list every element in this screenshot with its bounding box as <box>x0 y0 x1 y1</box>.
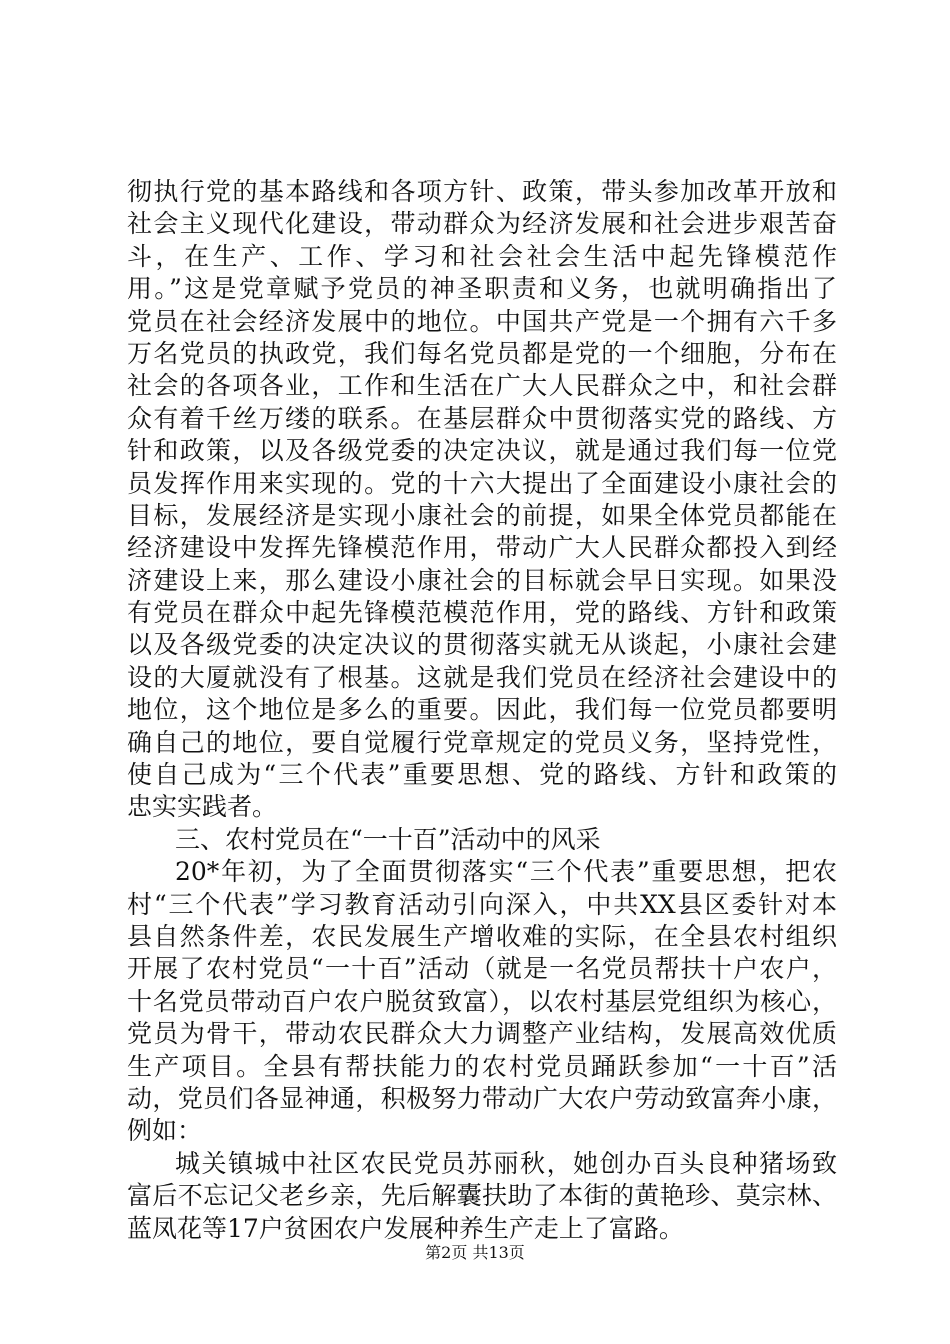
text-line: 地位，这个地位是多么的重要。因此，我们每一位党员都要明 <box>127 695 837 725</box>
document-body <box>127 176 837 1245</box>
text-line: 党员在社会经济发展中的地位。中国共产党是一个拥有六千多 <box>127 306 837 336</box>
text-line: 万名党员的执政党，我们每名党员都是党的一个细胞，分布在 <box>127 338 837 368</box>
text-line: 众有着千丝万缕的联系。在基层群众中贯彻落实党的路线、方 <box>127 403 837 433</box>
text-line: 确自己的地位，要自觉履行党章规定的党员义务，坚持党性， <box>127 727 837 757</box>
text-line: 例如： <box>127 1116 203 1146</box>
text-line: 设的大厦就没有了根基。这就是我们党员在经济社会建设中的 <box>127 662 837 692</box>
text-line: 党员为骨干，带动农民群众大力调整产业结构，发展高效优质 <box>127 1019 837 1049</box>
text-line: 针和政策，以及各级党委的决定决议，就是通过我们每一位党 <box>127 436 837 466</box>
text-line: 村“三个代表”学习教育活动引向深入，中共XX县区委针对本 <box>127 889 837 919</box>
text-line: 三、农村党员在“一十百”活动中的风采 <box>175 824 601 854</box>
text-line: 济建设上来，那么建设小康社会的目标就会早日实现。如果没 <box>127 565 837 595</box>
text-line: 目标，发展经济是实现小康社会的前提，如果全体党员都能在 <box>127 500 837 530</box>
text-line: 员发挥作用来实现的。党的十六大提出了全面建设小康社会的 <box>127 468 837 498</box>
text-line: 使自己成为“三个代表”重要思想、党的路线、方针和政策的 <box>127 760 837 790</box>
text-line: 社会主义现代化建设，带动群众为经济发展和社会进步艰苦奋 <box>127 209 837 239</box>
text-line: 用。”这是党章赋予党员的神圣职责和义务，也就明确指出了 <box>127 274 837 304</box>
text-line: 社会的各项各业，工作和生活在广大人民群众之中，和社会群 <box>127 371 837 401</box>
text-line: 生产项目。全县有帮扶能力的农村党员踊跃参加“一十百”活 <box>127 1051 837 1081</box>
text-line: 斗，在生产、工作、学习和社会社会生活中起先锋模范作 <box>127 241 837 271</box>
text-line: 城关镇城中社区农民党员苏丽秋，她创办百头良种猪场致 <box>175 1148 837 1178</box>
text-line: 忠实实践者。 <box>127 792 278 822</box>
text-line: 20*年初，为了全面贯彻落实“三个代表”重要思想，把农 <box>175 857 837 887</box>
text-line: 县自然条件差，农民发展生产增收难的实际，在全县农村组织 <box>127 921 837 951</box>
text-line: 富后不忘记父老乡亲，先后解囊扶助了本街的黄艳珍、莫宗林、 <box>127 1181 837 1211</box>
text-line: 彻执行党的基本路线和各项方针、政策，带头参加改革开放和 <box>127 177 837 206</box>
page-footer: 第2页 共13页 <box>425 1243 525 1262</box>
text-line: 蓝凤花等17户贫困农户发展种养生产走上了富路。 <box>127 1213 684 1243</box>
text-line: 十名党员带动百户农户脱贫致富），以农村基层党组织为核心， <box>127 986 837 1016</box>
text-line: 有党员在群众中起先锋模范模范作用，党的路线、方针和政策 <box>127 598 837 628</box>
text-line: 开展了农村党员“一十百”活动（就是一名党员帮扶十户农户， <box>127 954 837 984</box>
text-line: 经济建设中发挥先锋模范作用，带动广大人民群众都投入到经 <box>127 533 837 563</box>
text-line: 以及各级党委的决定决议的贯彻落实就无从谈起，小康社会建 <box>127 630 837 660</box>
text-line: 动，党员们各显神通，积极努力带动广大农户劳动致富奔小康， <box>127 1083 837 1113</box>
